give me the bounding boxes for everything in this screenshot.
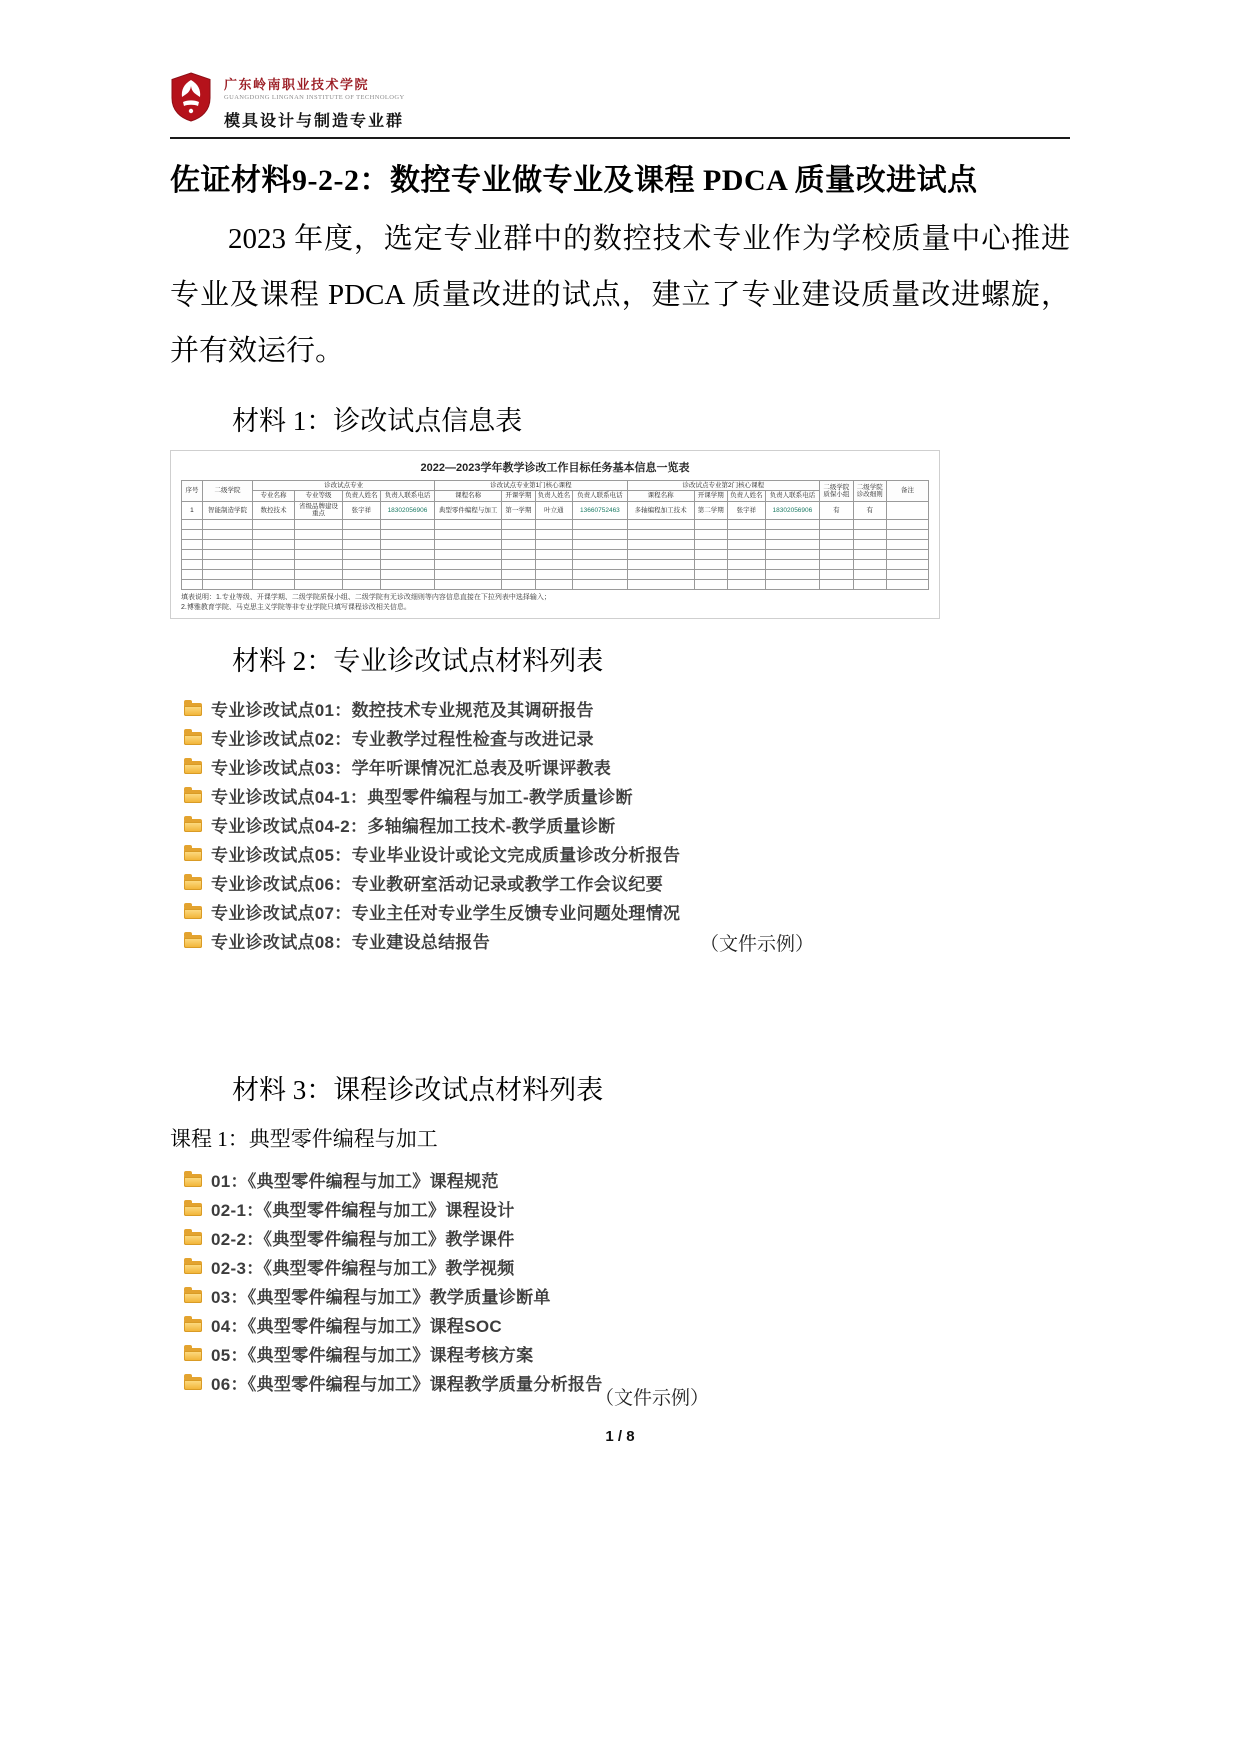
file-item-label: 03：《典型零件编程与加工》教学质量诊断单 xyxy=(211,1288,551,1308)
cell-course1-phone: 13660752463 xyxy=(573,501,627,519)
col-header-remark: 备注 xyxy=(887,481,929,502)
list-item xyxy=(184,1281,1070,1310)
folder-icon xyxy=(184,789,202,803)
course1-file-list xyxy=(170,1165,1070,1397)
file-item-label: 专业诊改试点07：专业主任对专业学生反馈专业问题处理情况 xyxy=(211,904,681,924)
material2-heading: 材料 2：专业诊改试点材料列表 xyxy=(232,646,604,677)
folder-icon xyxy=(184,818,202,832)
folder-icon xyxy=(184,702,202,716)
sub-header-major-name: 专业名称 xyxy=(253,491,295,501)
page-content xyxy=(170,72,1070,1410)
file-item-label: 01：《典型零件编程与加工》课程规范 xyxy=(211,1172,499,1192)
col-header-rules: 二级学院诊改细则 xyxy=(853,481,886,502)
program-group-name: 模具设计与制造专业群 xyxy=(224,113,405,130)
file-item-label: 专业诊改试点08：专业建设总结报告 xyxy=(211,933,491,953)
table-note-line1: 填表说明：1.专业等级、开课学期、二级学院质保小组、二级学院有无诊改细则等内容信息直接在下拉列表中选择输入； xyxy=(181,593,551,601)
table-notes xyxy=(181,593,929,613)
document-title: 佐证材料9-2-2：数控专业做专业及课程 PDCA 质量改进试点 xyxy=(170,164,978,197)
sub-header-major-phone: 负责人联系电话 xyxy=(380,491,434,501)
info-table xyxy=(181,480,929,590)
file-item-label: 02-3：《典型零件编程与加工》教学视频 xyxy=(211,1259,515,1279)
table-data-row xyxy=(182,501,929,519)
group-header-course1: 诊改试点专业第1门核心课程 xyxy=(435,481,627,491)
file-item-label: 05：《典型零件编程与加工》课程考核方案 xyxy=(211,1346,534,1366)
sub-header-major-owner: 负责人姓名 xyxy=(343,491,381,501)
folder-icon xyxy=(184,731,202,745)
cell-course2-term: 第二学期 xyxy=(694,501,727,519)
col-header-qa-group: 二级学院质保小组 xyxy=(820,481,853,502)
file-item-label: 专业诊改试点03：学年听课情况汇总表及听课评教表 xyxy=(211,759,612,779)
folder-icon xyxy=(184,1376,202,1390)
school-name: 广东岭南职业技术学院 xyxy=(224,77,370,92)
table-group-header-row xyxy=(182,481,929,491)
list-item xyxy=(184,1194,1070,1223)
list-item xyxy=(184,897,1070,926)
col-header-college: 二级学院 xyxy=(202,481,252,502)
cell-major-name: 数控技术 xyxy=(253,501,295,519)
sub-header-course1-owner: 负责人姓名 xyxy=(535,491,573,501)
folder-icon xyxy=(184,876,202,890)
intro-paragraph: 2023 年度，选定专业群中的数控技术专业作为学校质量中心推进专业及课程 PDCA 质量改进的试点，建立了专业建设质量改进螺旋，并有效运行。 xyxy=(170,223,1070,367)
cell-course1-owner: 叶立通 xyxy=(535,501,573,519)
file-item-label: 专业诊改试点02：专业教学过程性检查与改进记录 xyxy=(211,730,594,750)
cell-major-phone: 18302056906 xyxy=(380,501,434,519)
school-name-english: GUANGDONG LINGNAN INSTITUTE OF TECHNOLOGY xyxy=(224,94,405,101)
cell-rules: 有 xyxy=(853,501,886,519)
empty-table-row xyxy=(182,519,929,529)
file-item-label: 专业诊改试点05：专业毕业设计或论文完成质量诊改分析报告 xyxy=(211,846,681,866)
empty-table-row xyxy=(182,579,929,589)
list-item xyxy=(184,1165,1070,1194)
info-table-empty-rows xyxy=(182,519,929,589)
list-item xyxy=(184,781,1070,810)
cell-remark xyxy=(887,501,929,519)
cell-course2-owner: 张宇祥 xyxy=(728,501,766,519)
folder-icon xyxy=(184,934,202,948)
list-item xyxy=(184,810,1070,839)
empty-table-row xyxy=(182,559,929,569)
list-item xyxy=(184,752,1070,781)
file-example-note: （文件示例） xyxy=(595,1388,710,1410)
file-item-label: 02-2：《典型零件编程与加工》教学课件 xyxy=(211,1230,515,1250)
page-header xyxy=(170,72,1070,139)
sub-header-course1-phone: 负责人联系电话 xyxy=(573,491,627,501)
folder-icon xyxy=(184,1202,202,1216)
folder-icon xyxy=(184,1173,202,1187)
list-item xyxy=(184,1310,1070,1339)
table-note-line2: 2.博雅教育学院、马克思主义学院等非专业学院只填写课程诊改相关信息。 xyxy=(181,603,411,611)
info-table-title: 2022—2023学年教学诊改工作目标任务基本信息一览表 xyxy=(420,462,690,474)
file-item-label: 专业诊改试点04-1：典型零件编程与加工-教学质量诊断 xyxy=(211,788,633,808)
list-item xyxy=(184,868,1070,897)
empty-table-row xyxy=(182,529,929,539)
cell-major-owner: 张宇祥 xyxy=(343,501,381,519)
cell-college: 智能制造学院 xyxy=(202,501,252,519)
folder-icon xyxy=(184,905,202,919)
empty-table-row xyxy=(182,539,929,549)
info-table-figure xyxy=(170,450,940,619)
table-sub-header-row xyxy=(182,491,929,501)
list-item xyxy=(184,1252,1070,1281)
material1-heading: 材料 1：诊改试点信息表 xyxy=(232,406,523,436)
file-item-label: 02-1：《典型零件编程与加工》课程设计 xyxy=(211,1201,515,1221)
file-item-label: 04：《典型零件编程与加工》课程SOC xyxy=(211,1317,502,1337)
cell-course1-term: 第一学期 xyxy=(502,501,535,519)
header-text-block xyxy=(224,72,405,131)
sub-header-course1-name: 课程名称 xyxy=(435,491,502,501)
list-item xyxy=(184,723,1070,752)
file-item-label: 06：《典型零件编程与加工》课程教学质量分析报告 xyxy=(211,1375,603,1395)
list-item xyxy=(184,694,1070,723)
sub-header-course2-name: 课程名称 xyxy=(627,491,694,501)
cell-course2-name: 多轴编程加工技术 xyxy=(627,501,694,519)
sub-header-course2-owner: 负责人姓名 xyxy=(728,491,766,501)
file-item-label: 专业诊改试点04-2：多轴编程加工技术-教学质量诊断 xyxy=(211,817,616,837)
list-item xyxy=(184,1223,1070,1252)
cell-major-level: 省级品牌建设重点 xyxy=(294,501,342,519)
school-shield-logo-icon xyxy=(170,72,212,122)
folder-icon xyxy=(184,847,202,861)
cell-qa-group: 有 xyxy=(820,501,853,519)
course1-label: 课程 1：典型零件编程与加工 xyxy=(170,1127,438,1152)
material2-file-list xyxy=(170,694,1070,955)
cell-seq: 1 xyxy=(182,501,203,519)
folder-icon xyxy=(184,1318,202,1332)
folder-icon xyxy=(184,1347,202,1361)
col-header-seq: 序号 xyxy=(182,481,203,502)
folder-icon xyxy=(184,760,202,774)
cell-course2-phone: 18302056906 xyxy=(765,501,819,519)
file-item-label: 专业诊改试点01：数控技术专业规范及其调研报告 xyxy=(211,701,594,721)
cell-course1-name: 典型零件编程与加工 xyxy=(435,501,502,519)
empty-table-row xyxy=(182,569,929,579)
folder-icon xyxy=(184,1260,202,1274)
sub-header-course1-term: 开课学期 xyxy=(502,491,535,501)
file-example-note: （文件示例） xyxy=(700,934,815,956)
folder-icon xyxy=(184,1289,202,1303)
group-header-course2: 诊改试点专业第2门核心课程 xyxy=(627,481,819,491)
list-item xyxy=(184,839,1070,868)
list-item xyxy=(184,1339,1070,1368)
file-item-label: 专业诊改试点06：专业教研室活动记录或教学工作会议纪要 xyxy=(211,875,664,895)
folder-icon xyxy=(184,1231,202,1245)
material3-heading: 材料 3：课程诊改试点材料列表 xyxy=(232,1075,604,1106)
sub-header-course2-term: 开课学期 xyxy=(694,491,727,501)
empty-table-row xyxy=(182,549,929,559)
page-number: 1 / 8 xyxy=(605,1428,635,1445)
group-header-major: 诊改试点专业 xyxy=(253,481,435,491)
sub-header-course2-phone: 负责人联系电话 xyxy=(765,491,819,501)
sub-header-major-level: 专业等级 xyxy=(294,491,342,501)
